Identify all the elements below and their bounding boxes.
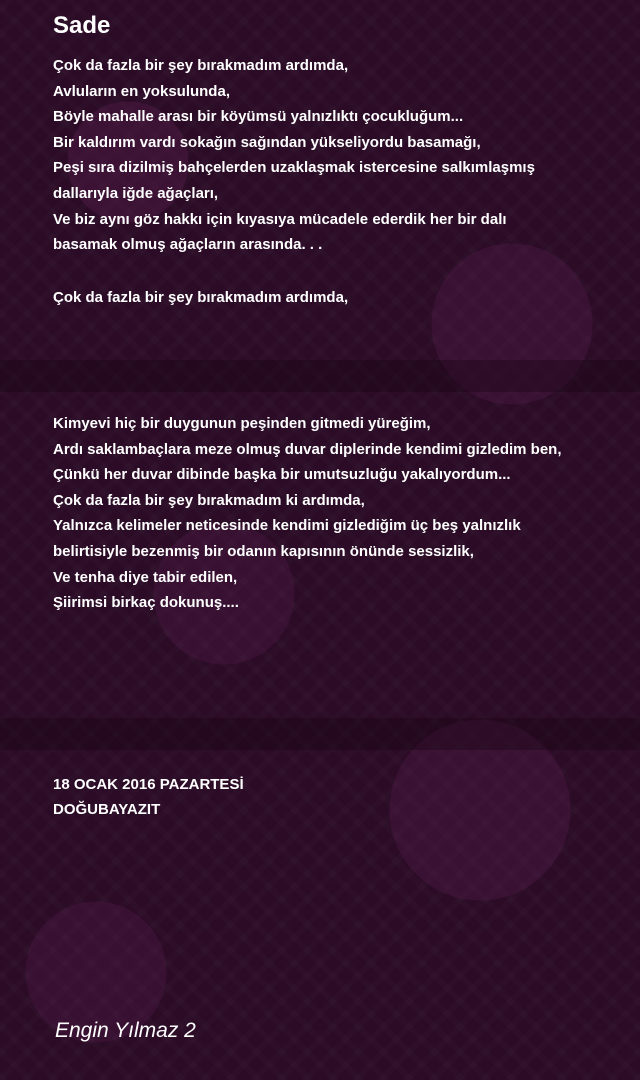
poem-line: Ve tenha diye tabir edilen, bbox=[53, 568, 238, 586]
stanza-3 bbox=[53, 411, 613, 616]
poem-line: Çok da fazla bir şey bırakmadım ardımda, bbox=[53, 57, 349, 74]
poem-line: Peşi sıra dizilmiş bahçelerden uzaklaşmak istercesine salkımlaşmış bbox=[53, 159, 535, 177]
poem-line: Yalnızca kelimeler neticesinde kendimi gizlediğim üç beş yalnızlık bbox=[53, 517, 521, 535]
poem-line: Çok da fazla bir şey bırakmadım ardımda, bbox=[53, 289, 349, 306]
poem-line: Ve biz aynı göz hakkı için kıyasıya mücadele ederdik her bir dalı bbox=[53, 210, 507, 228]
poem-title: Sade bbox=[53, 12, 111, 39]
poem-date: 18 OCAK 2016 PAZARTESİ bbox=[53, 776, 244, 793]
poem-line: basamak olmuş ağaçların arasında. . . bbox=[53, 236, 323, 254]
stanza-2 bbox=[53, 285, 613, 311]
poem-line: Böyle mahalle arası bir köyümsü yalnızlıktı çocukluğum... bbox=[53, 108, 464, 126]
author-name: Engin Yılmaz 2 bbox=[55, 1019, 196, 1042]
poem-line: Çünkü her duvar dibinde başka bir umutsuzluğu yakalıyordum... bbox=[53, 466, 511, 484]
poem-line: Ardı saklambaçlara meze olmuş duvar diplerinde kendimi gizledim ben, bbox=[53, 440, 562, 458]
poem-line: belirtisiyle bezenmiş bir odanın kapısının önünde sessizlik, bbox=[53, 542, 474, 560]
stanza-1 bbox=[53, 53, 613, 258]
background-band-top bbox=[0, 360, 640, 392]
poem-line: Şiirimsi birkaç dokunuş.... bbox=[53, 594, 239, 612]
poem-line: dallarıyla iğde ağaçları, bbox=[53, 184, 219, 202]
poem-line: Çok da fazla bir şey bırakmadım ki ardımda, bbox=[53, 491, 365, 509]
poem-place: DOĞUBAYAZIT bbox=[53, 801, 161, 818]
poem-footer bbox=[53, 772, 244, 822]
poem-line: Avluların en yoksulunda, bbox=[53, 82, 230, 100]
background-band-bottom bbox=[0, 718, 640, 750]
poem-line: Kimyevi hiç bir duygunun peşinden gitmedi yüreğim, bbox=[53, 415, 431, 432]
poem-line: Bir kaldırım vardı sokağın sağından yükseliyordu basamağı, bbox=[53, 133, 481, 151]
